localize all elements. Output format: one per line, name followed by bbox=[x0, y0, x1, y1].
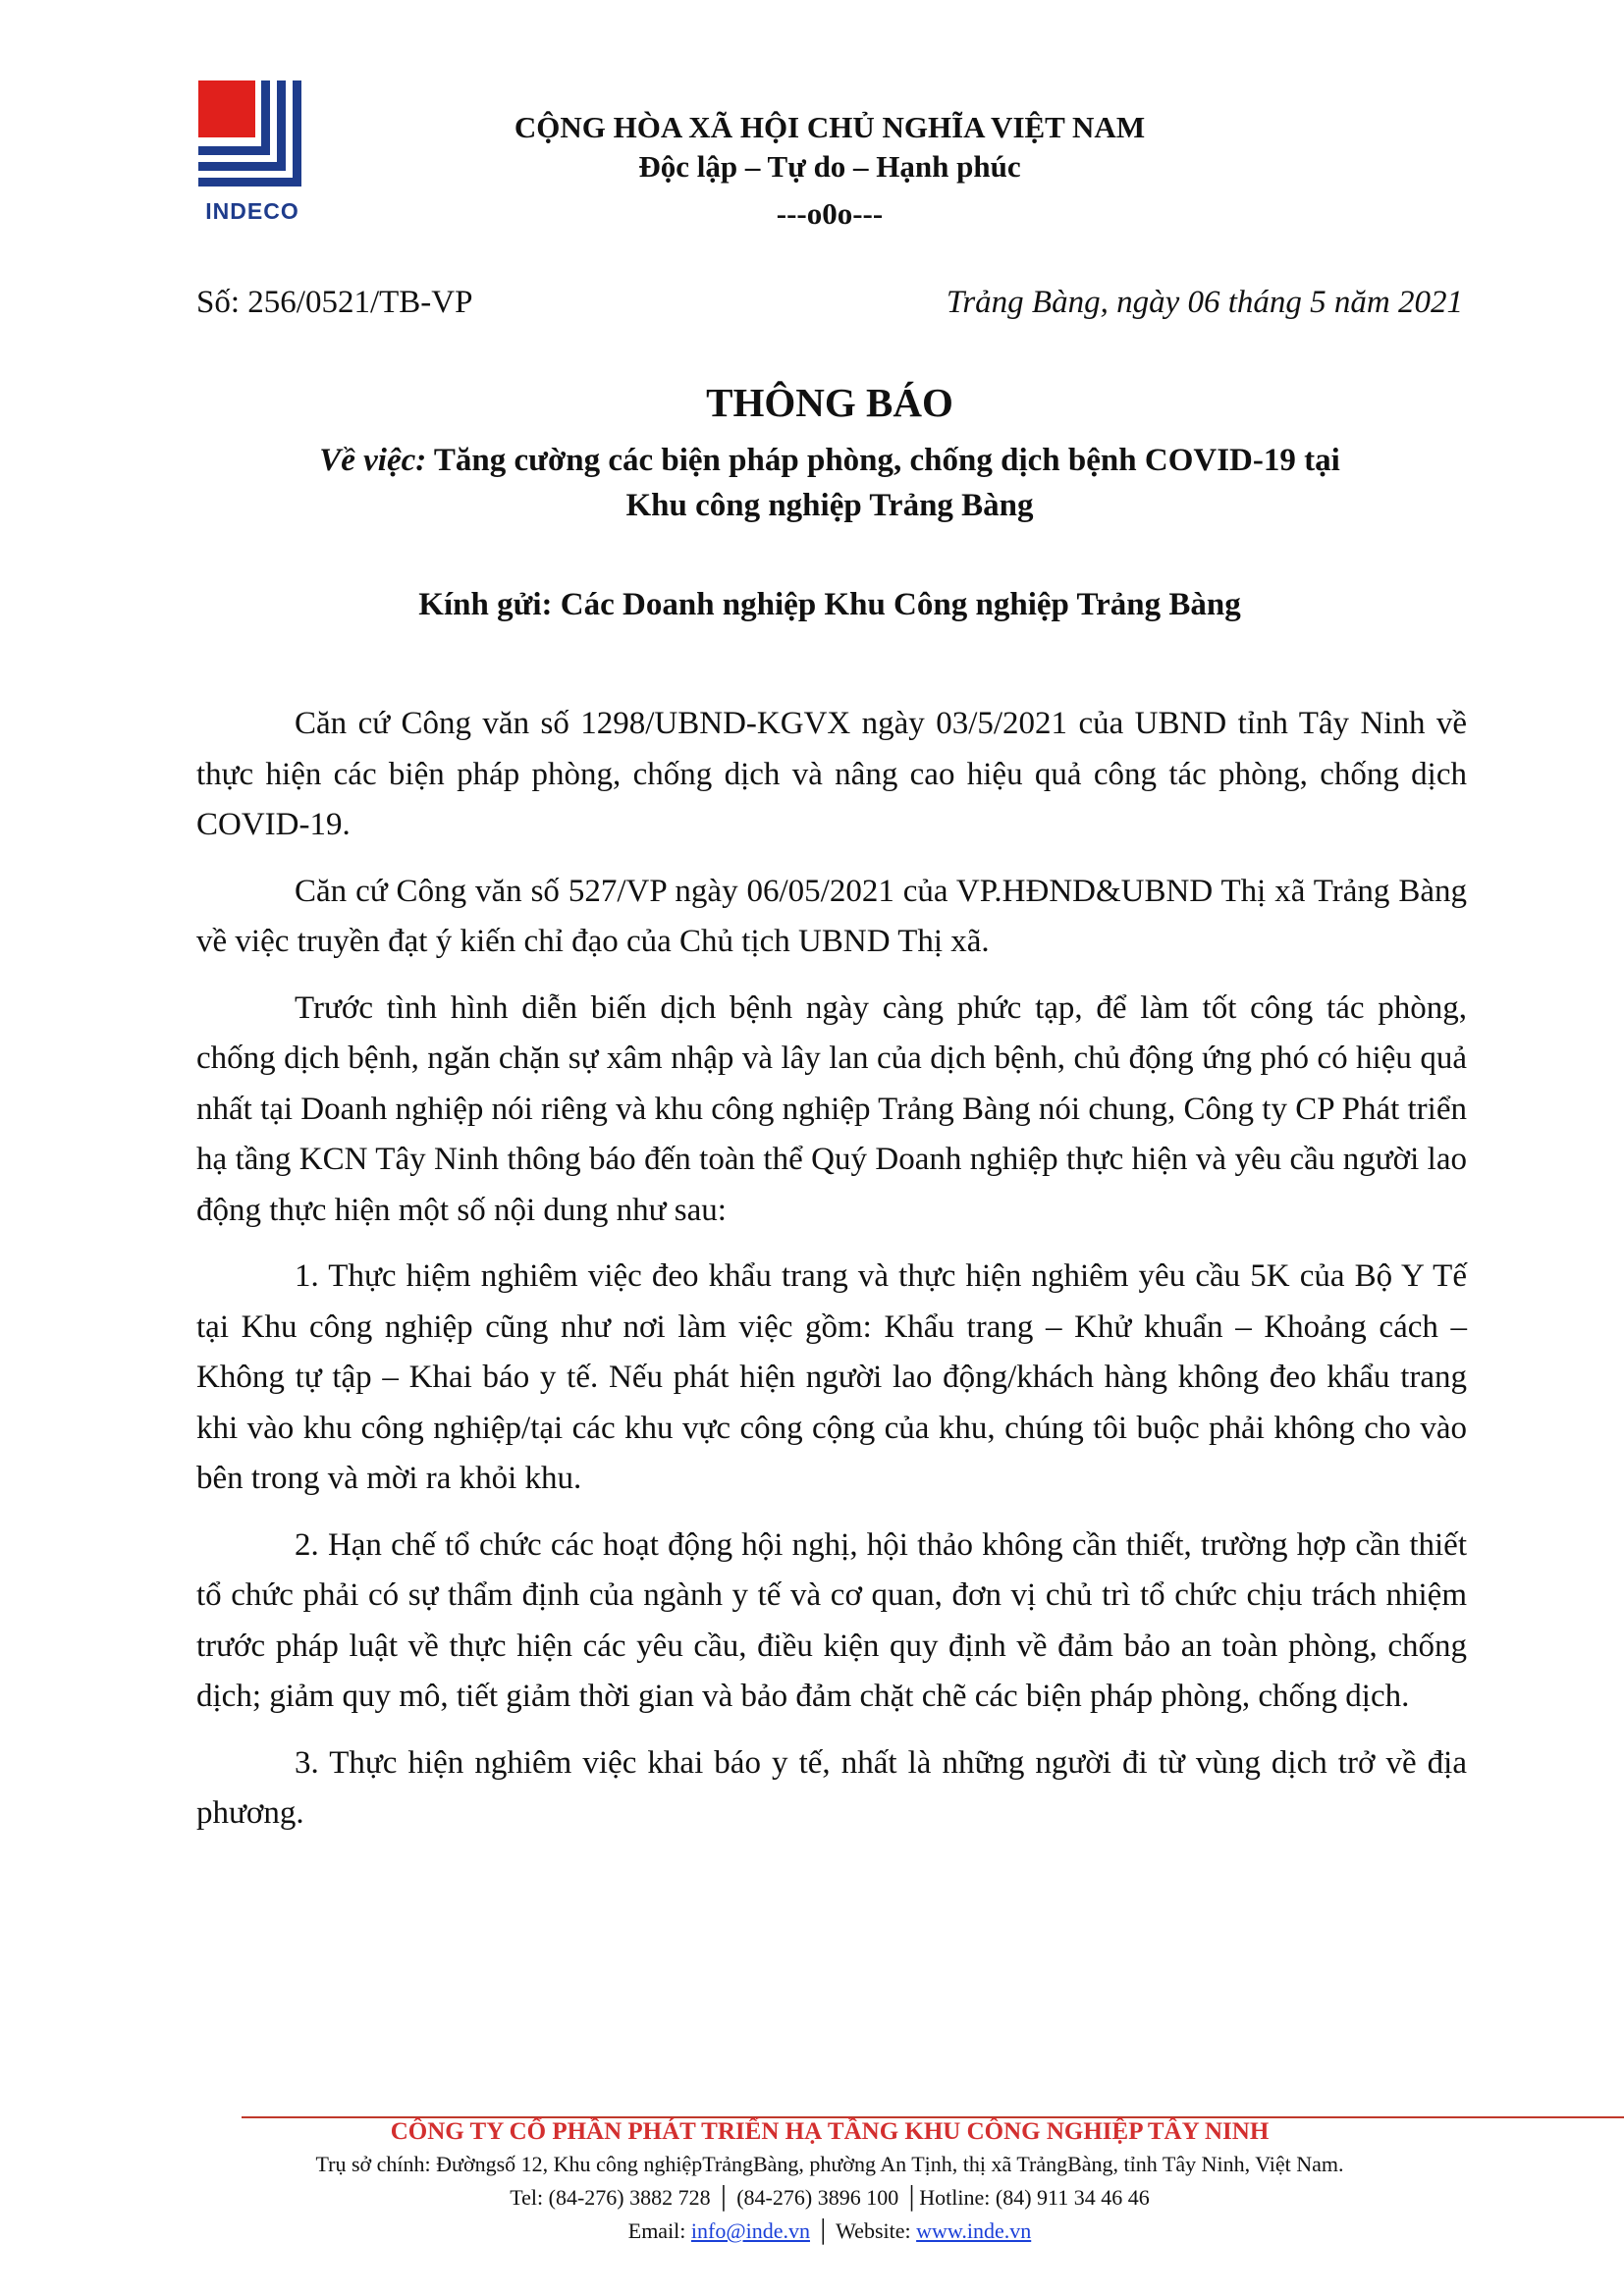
website-link[interactable]: www.inde.vn bbox=[916, 2218, 1032, 2243]
paragraph: Căn cứ Công văn số 527/VP ngày 06/05/2021 của VP.HĐND&UBND Thị xã Trảng Bàng về việc truyền đạt ý kiến chỉ đạo của Chủ tịch UBND Thị xã. bbox=[196, 873, 1467, 959]
logo-text: INDECO bbox=[205, 198, 299, 224]
logo-bar bbox=[277, 80, 286, 171]
email-label: Email: bbox=[627, 2218, 691, 2243]
paragraph: 2. Hạn chế tổ chức các hoạt động hội nghị, hội thảo không cần thiết, trường hợp cần thiết tổ chức phải có sự thẩm định của ngành y tế và cơ quan, đơn vị chủ trì tổ chức chịu trách nhiệm trước pháp luật về thực hiện các yêu cầu, điều kiện quy định về đảm bảo an toàn phòng, chống dịch; giảm quy mô, tiết giảm thời gian và bảo đảm chặt chẽ các biện pháp phòng, chống dịch. bbox=[196, 1526, 1467, 1714]
email-link[interactable]: info@inde.vn bbox=[690, 2218, 810, 2243]
logo-bar bbox=[198, 162, 286, 171]
document-number: Số: 256/0521/TB-VP bbox=[196, 285, 473, 320]
document-subject bbox=[196, 438, 1463, 528]
recipient: Kính gửi: Các Doanh nghiệp Khu Công nghiệp Trảng Bàng bbox=[418, 587, 1241, 622]
paragraph: 1. Thực hiệm nghiêm việc đeo khẩu trang và thực hiện nghiêm yêu cầu 5K của Bộ Y Tế tại Khu công nghiệp cũng như nơi làm việc gồm: Khẩu trang – Khử khuẩn – Khoảng cách – Không tự tập – Khai báo y tế. Nếu phát hiện người lao động/khách hàng không đeo khẩu trang khi vào khu công nghiệp/tại các khu vực công cộng của khu, chúng tôi buộc phải không cho vào bên trong và mời ra khỏi khu. bbox=[196, 1258, 1467, 1496]
subject-label: Về việc: bbox=[319, 443, 427, 478]
document-body bbox=[196, 699, 1467, 1855]
place-date: Trảng Bàng, ngày 06 tháng 5 năm 2021 bbox=[946, 285, 1463, 320]
logo-bar bbox=[198, 178, 301, 187]
logo-bar bbox=[293, 80, 301, 187]
footer-address: Trụ sở chính: Đườngsố 12, Khu công nghiệpTrảngBàng, phường An Tịnh, thị xã TrảngBàng, tỉnh Tây Ninh, Việt Nam. bbox=[315, 2152, 1344, 2176]
logo-red-square bbox=[198, 80, 255, 137]
footer-company: CÔNG TY CỔ PHẦN PHÁT TRIỂN HẠ TẦNG KHU CÔNG NGHIỆP TÂY NINH bbox=[390, 2118, 1270, 2145]
header-separator: ---o0o--- bbox=[776, 196, 884, 231]
national-motto: Độc lập – Tự do – Hạnh phúc bbox=[638, 149, 1021, 184]
logo-bar bbox=[261, 80, 270, 155]
footer-links bbox=[196, 2218, 1463, 2244]
subject-line-2: Khu công nghiệp Trảng Bàng bbox=[625, 488, 1034, 523]
subject-line-1: Tăng cường các biện pháp phòng, chống dịch bệnh COVID-19 tại bbox=[426, 443, 1340, 478]
footer-contacts: Tel: (84-276) 3882 728 │ (84-276) 3896 100 │Hotline: (84) 911 34 46 46 bbox=[510, 2185, 1150, 2210]
website-label: │ Website: bbox=[809, 2218, 917, 2243]
logo-bar bbox=[198, 146, 270, 155]
paragraph: Căn cứ Công văn số 1298/UBND-KGVX ngày 03/5/2021 của UBND tỉnh Tây Ninh về thực hiện các biện pháp phòng, chống dịch và nâng cao hiệu quả công tác phòng, chống dịch COVID-19. bbox=[196, 706, 1467, 842]
document-title: THÔNG BÁO bbox=[706, 380, 953, 425]
company-logo bbox=[192, 77, 312, 224]
national-title: CỘNG HÒA XÃ HỘI CHỦ NGHĨA VIỆT NAM bbox=[514, 110, 1146, 144]
paragraph: 3. Thực hiện nghiêm việc khai báo y tế, nhất là những người đi từ vùng dịch trở về địa phương. bbox=[196, 1744, 1467, 1831]
paragraph: Trước tình hình diễn biến dịch bệnh ngày càng phức tạp, để làm tốt công tác phòng, chống dịch bệnh, ngăn chặn sự xâm nhập và lây lan của dịch bệnh, chủ động ứng phó có hiệu quả nhất tại Doanh nghiệp nói riêng và khu công nghiệp Trảng Bàng nói chung, Công ty CP Phát triển hạ tầng KCN Tây Ninh thông báo đến toàn thể Quý Doanh nghiệp thực hiện và yêu cầu người lao động thực hiện một số nội dung như sau: bbox=[196, 989, 1467, 1228]
